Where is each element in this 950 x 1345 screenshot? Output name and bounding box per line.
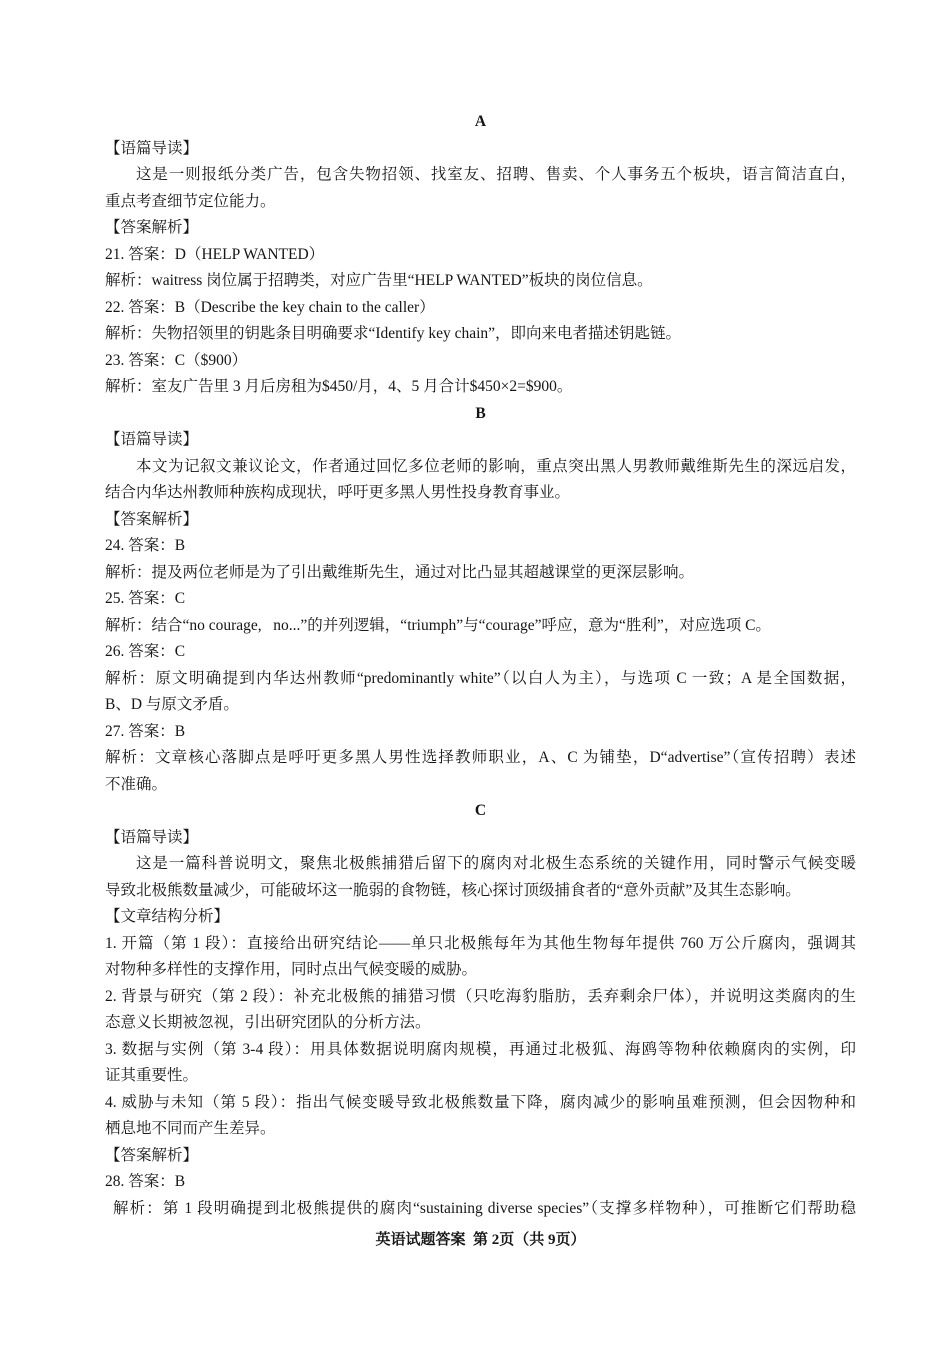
section-b-intro-line: 本文为记叙文兼议论文，作者通过回忆多位老师的影响，重点突出黑人男教师戴维斯先生的深远启发，	[136, 457, 856, 475]
analysis-24: 解析：提及两位老师是为了引出戴维斯先生，通过对比凸显其超越课堂的更深层影响。	[105, 563, 695, 581]
section-a-answers-heading: 【答案解析】	[105, 219, 199, 236]
structure-point-4: 4. 威胁与未知（第 5 段）：指出气候变暖导致北极熊数量下降，腐肉减少的影响虽难预测，但会因物种和	[105, 1093, 856, 1111]
answer-23: 23. 答案：C（$900）	[105, 351, 248, 369]
section-b-intro-heading: 【语篇导读】	[105, 431, 199, 448]
analysis-22: 解析：失物招领里的钥匙条目明确要求“Identify key chain”，即向来电者描述钥匙链。	[105, 325, 682, 342]
section-c-intro-heading: 【语篇导读】	[105, 828, 199, 846]
section-c-title: C	[474, 802, 487, 819]
analysis-26: B、D 与原文矛盾。	[105, 696, 239, 713]
section-c-intro-line: 这是一篇科普说明文，聚焦北极熊捕猎后留下的腐肉对北极生态系统的关键作用，同时警示气候变暖	[136, 855, 856, 872]
section-c-intro-line: 导致北极熊数量减少，可能破坏这一脆弱的食物链，核心探讨顶级捕食者的“意外贡献”及其生态影响。	[105, 881, 801, 899]
analysis-25: 解析：结合“no courage, no...”的并列逻辑，“triumph”与“courage”呼应，意为“胜利”，对应选项 C。	[105, 616, 771, 634]
section-b-answers-heading: 【答案解析】	[105, 510, 199, 528]
analysis-26: 解析：原文明确提到内华达州教师“predominantly white”（以白人为主），与选项 C 一致；A 是全国数据，	[105, 669, 856, 687]
section-c-structure-heading: 【文章结构分析】	[105, 908, 230, 925]
structure-point-1: 1. 开篇（第 1 段）：直接给出研究结论——单只北极熊每年为其他生物每年提供 760 万公斤腐肉，强调其	[105, 934, 856, 952]
structure-point-3: 证其重要性。	[105, 1067, 199, 1084]
answer-24: 24. 答案：B	[105, 537, 186, 554]
structure-point-3: 3. 数据与实例（第 3-4 段）：用具体数据说明腐肉规模，再通过北极狐、海鸥等物种依赖腐肉的实例，印	[105, 1040, 856, 1058]
page-footer: 英语试题答案 第 2页（共 9页）	[375, 1232, 586, 1248]
answer-27: 27. 答案：B	[105, 722, 186, 740]
structure-point-2: 态意义长期被忽视，引出研究团队的分析方法。	[105, 1014, 431, 1031]
section-a-intro-line: 这是一则报纸分类广告，包含失物招领、找室友、招聘、售卖、个人事务五个板块，语言简洁直白，	[136, 166, 856, 183]
section-c-answers-heading: 【答案解析】	[105, 1146, 199, 1164]
page-content	[105, 109, 856, 1222]
analysis-21: 解析：waitress 岗位属于招聘类，对应广告里“HELP WANTED”板块的岗位信息。	[105, 272, 653, 289]
section-b-title: B	[475, 404, 486, 422]
analysis-27: 不准确。	[105, 775, 168, 793]
answer-28: 28. 答案：B	[105, 1173, 186, 1190]
structure-point-2: 2. 背景与研究（第 2 段）：补充北极熊的捕猎习惯（只吃海豹脂肪，丢弃剩余尸体），并说明这类腐肉的生	[105, 987, 856, 1005]
section-b-intro-line: 结合内华达州教师种族构成现状，呼吁更多黑人男性投身教育事业。	[105, 484, 571, 501]
structure-point-1: 对物种多样性的支撑作用，同时点出气候变暖的威胁。	[105, 961, 478, 978]
section-a-intro-heading: 【语篇导读】	[105, 139, 199, 157]
structure-point-4: 栖息地不同而产生差异。	[105, 1120, 276, 1137]
analysis-23: 解析：室友广告里 3 月后房租为$450/月，4、5 月合计$450×2=$900。	[105, 378, 573, 395]
answer-25: 25. 答案：C	[105, 590, 186, 607]
answer-21: 21. 答案：D（HELP WANTED）	[105, 245, 325, 263]
analysis-28: 解析：第 1 段明确提到北极熊提供的腐肉“sustaining diverse species”（支撑多样物种），可推断它们帮助稳	[113, 1199, 856, 1217]
answer-26: 26. 答案：C	[105, 643, 186, 660]
section-a-title: A	[474, 113, 487, 130]
section-a-intro-line: 重点考查细节定位能力。	[105, 192, 276, 210]
answer-22: 22. 答案：B（Describe the key chain to the caller）	[105, 298, 435, 316]
analysis-27: 解析：文章核心落脚点是呼吁更多黑人男性选择教师职业，A、C 为铺垫，D“advertise”（宣传招聘）表述	[105, 749, 856, 766]
